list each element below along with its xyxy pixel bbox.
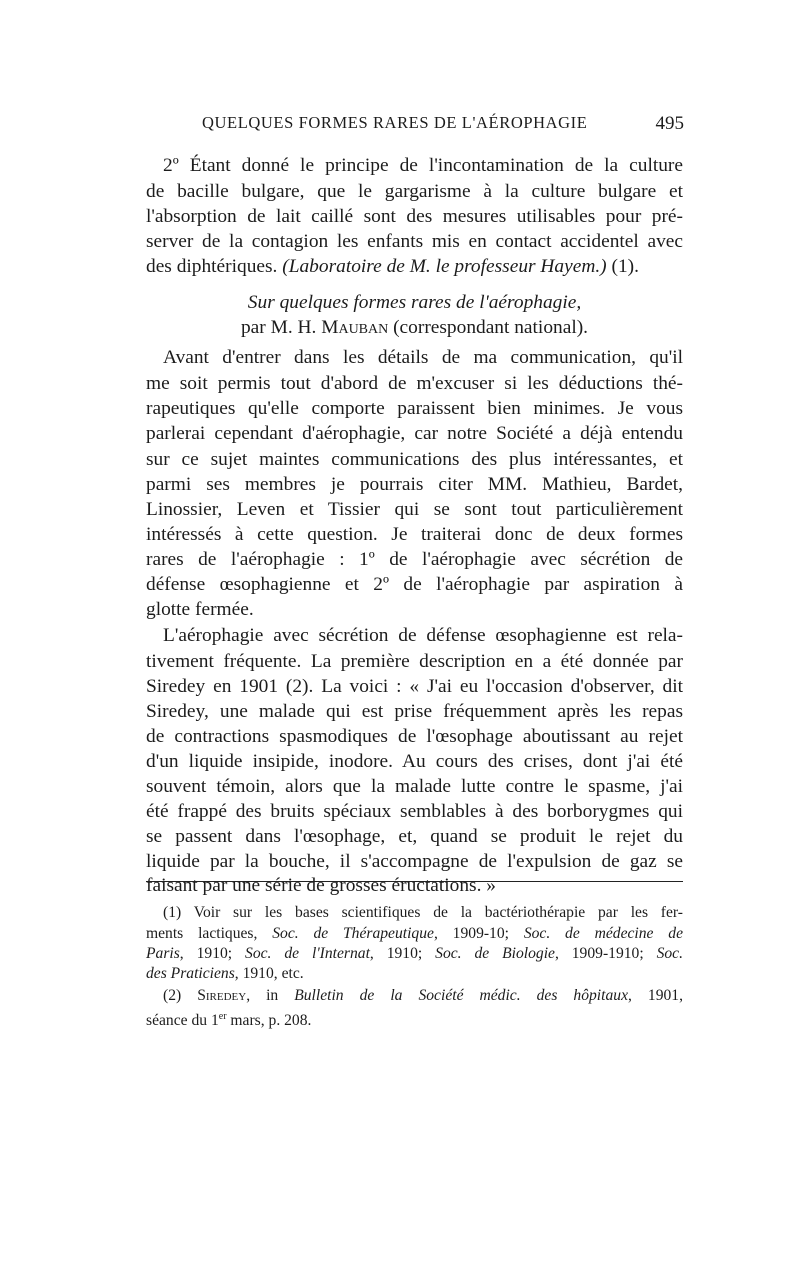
text-span: (2) bbox=[163, 987, 198, 1004]
citation: Soc. de l'Internat bbox=[245, 945, 370, 962]
byline-suffix: (correspondant national). bbox=[388, 317, 589, 338]
text-line: d'un liquide insipide, inodore. Au cours des crises, dont j'ai été bbox=[146, 751, 683, 772]
footnote-line: (1) Voir sur les bases scientifiques de la bactériothérapie par les fer- bbox=[163, 904, 683, 921]
superscript: er bbox=[218, 1011, 227, 1022]
text-line: se passent dans l'œsophage, et, quand se produit le rejet du bbox=[146, 826, 683, 847]
text-line: parmi ses membres je pourrais citer MM. Mathieu, Bardet, bbox=[146, 474, 683, 495]
text-line: de contractions spasmodiques de l'œsophage aboutissant au rejet bbox=[146, 726, 683, 747]
text-line: sur ce sujet maintes communications des plus intéressantes, et bbox=[146, 449, 683, 470]
text-line: server de la contagion les enfants mis en contact accidentel avec bbox=[146, 231, 683, 252]
citation: Soc. de Biologie bbox=[435, 945, 555, 962]
text-span: , in bbox=[246, 987, 295, 1004]
author-name: Mauban bbox=[321, 317, 389, 338]
text-span: mars, p. 208. bbox=[226, 1012, 312, 1030]
author-name: Siredey bbox=[197, 987, 247, 1004]
footnote-ref: (1). bbox=[606, 256, 639, 277]
text-line: rares de l'aérophagie : 1º de l'aérophagie avec sécrétion de bbox=[146, 549, 683, 570]
footnote-line bbox=[163, 986, 683, 1006]
text-line: de bacille bulgare, que le gargarisme à la culture bulgare et bbox=[146, 181, 683, 202]
text-line: parlerai cependant d'aérophagie, car notre Société a déjà entendu bbox=[146, 423, 683, 444]
text-line: Avant d'entrer dans les détails de ma communication, qu'il bbox=[163, 347, 683, 368]
byline-prefix: par M. H. bbox=[240, 317, 322, 338]
text-span: ments lactiques, bbox=[146, 925, 273, 942]
running-title: QUELQUES FORMES RARES DE L'AÉROPHAGIE bbox=[202, 113, 588, 132]
text-line: rapeutiques qu'elle comporte paraissent bien minimes. Je vous bbox=[146, 398, 683, 419]
text-span: , 1910; bbox=[369, 945, 436, 962]
section-byline bbox=[146, 316, 683, 340]
footnote-separator bbox=[146, 881, 683, 882]
text-span: , 1909-10; bbox=[433, 925, 524, 942]
text-line: faisant par une série de grosses éructations. » bbox=[146, 875, 496, 896]
citation: Paris bbox=[146, 945, 180, 962]
text-line: tivement fréquente. La première description en a été donnée par bbox=[146, 651, 683, 672]
text-line: Siredey, une malade qui est prise fréquemment après les repas bbox=[146, 701, 683, 722]
citation: Bulletin de la Société médic. des hôpitaux bbox=[294, 987, 628, 1004]
text-line: défense œsophagienne et 2º de l'aérophagie par aspiration à bbox=[146, 574, 683, 595]
page-number: 495 bbox=[655, 113, 684, 134]
text-line: Linossier, Leven et Tissier qui se sont tout particulièrement bbox=[146, 499, 683, 520]
page-header bbox=[202, 113, 684, 137]
text-line: 2º Étant donné le principe de l'incontamination de la culture bbox=[163, 155, 683, 176]
text-line: me soit permis tout d'abord de m'excuser si les déductions thé- bbox=[146, 373, 683, 394]
lab-credit: (Laboratoire de M. le professeur Hayem.) bbox=[282, 256, 607, 277]
footnote-line bbox=[146, 924, 683, 944]
text-line: L'aérophagie avec sécrétion de défense œsophagienne est rela- bbox=[163, 625, 683, 646]
text-span: , 1909-1910; bbox=[554, 945, 657, 962]
text-span: des diphtériques. bbox=[146, 256, 283, 277]
text-line: liquide par la bouche, il s'accompagne de l'expulsion de gaz se bbox=[146, 851, 683, 872]
citation: des Praticiens bbox=[146, 965, 235, 982]
text-line: été frappé des bruits spéciaux semblables à des borborygmes qui bbox=[146, 801, 683, 822]
text-line: intéressés à cette question. Je traiterai donc de deux formes bbox=[146, 524, 683, 545]
section-title: Sur quelques formes rares de l'aérophagie, bbox=[247, 292, 582, 313]
text-span: , 1910; bbox=[179, 945, 246, 962]
citation: Soc. de médecine de bbox=[523, 925, 683, 942]
citation: Soc. de Thérapeutique bbox=[272, 925, 434, 942]
footnote-line bbox=[146, 964, 683, 984]
citation: Soc. bbox=[656, 945, 683, 962]
text-line: souvent témoin, alors que la malade lutte contre le spasme, j'ai bbox=[146, 776, 683, 797]
footnote-line bbox=[146, 944, 683, 964]
text-line bbox=[146, 255, 683, 279]
text-span: , 1910, etc. bbox=[234, 965, 304, 982]
text-span: séance du 1 bbox=[146, 1012, 219, 1030]
footnote-line bbox=[146, 1007, 683, 1030]
text-line: glotte fermée. bbox=[146, 599, 254, 620]
text-span: , 1901, bbox=[628, 987, 683, 1004]
text-line: l'absorption de lait caillé sont des mesures utilisables pour pré- bbox=[146, 206, 683, 227]
text-line: Siredey en 1901 (2). La voici : « J'ai eu l'occasion d'observer, dit bbox=[146, 676, 683, 697]
